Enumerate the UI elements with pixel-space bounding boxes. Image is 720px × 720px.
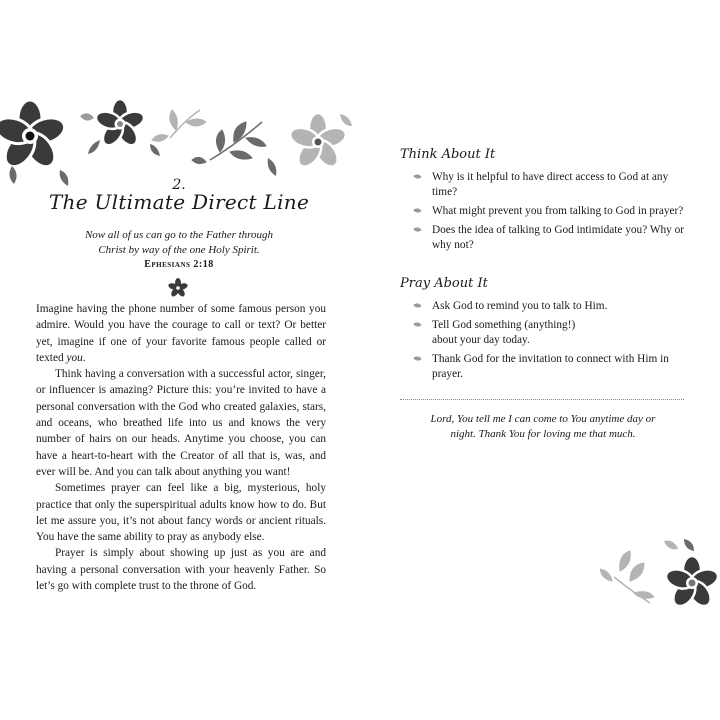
- scripture-verse: [40, 228, 318, 258]
- flower-icon: [288, 113, 349, 171]
- paragraph: Prayer is simply about showing up just as you are and having a personal conversation with your heavenly Father. So let’s go with complete trust to the throne of God.: [36, 547, 326, 593]
- flower-icon: [664, 556, 720, 610]
- list-item: Why is it helpful to have direct access to God at any time?: [400, 170, 690, 200]
- paragraph: Sometimes prayer can feel like a big, mysterious, holy practice that only the superspiritual adults know how to do. But let me assure you, it’s not about fancy words or ancient rituals. You have the same ability to pray as anybody else.: [36, 482, 326, 544]
- leaf-branch-icon: [600, 551, 654, 603]
- leaf-icon: [340, 114, 352, 126]
- list-item: Tell God something (anything!) about your day today.: [400, 318, 690, 348]
- bullet-leaf-icon: [413, 355, 421, 362]
- flower-icon: [94, 100, 146, 149]
- leaf-branch-icon: [192, 122, 266, 164]
- leaf-icon: [664, 539, 694, 551]
- pray-heading: Pray About It: [400, 276, 488, 291]
- think-list: [400, 170, 690, 257]
- bottom-floral-decoration: [600, 535, 720, 615]
- chapter-title: The Ultimate Direct Line: [48, 190, 310, 214]
- body-text: [36, 301, 326, 594]
- bullet-leaf-icon: [413, 207, 421, 214]
- emphasis-text: you: [66, 351, 83, 364]
- bullet-leaf-icon: [413, 321, 421, 328]
- paragraph: Think having a conversation with a successful actor, singer, or influencer is amazing? Picture this: you’re invited to have a personal conversation with the God who created galaxies, stars, and oceans, who breathed life into us and knows the very number of hairs on our heads. Anytime you choose, you can have a heart-to-heart with the Creator of all that is, was, and ever will be. And you can talk about anything you want!: [36, 368, 326, 478]
- verse-line: Now all of us can go to the Father through: [84, 229, 274, 241]
- divider: [400, 399, 684, 400]
- leaf-icon: [268, 158, 277, 176]
- list-item: Does the idea of talking to God intimidate you? Why or why not?: [400, 223, 690, 253]
- pray-list: [400, 299, 690, 386]
- bullet-leaf-icon: [413, 173, 421, 180]
- list-item: What might prevent you from talking to God in prayer?: [400, 204, 690, 219]
- verse-reference: Ephesians 2:18: [144, 259, 214, 270]
- closing-prayer: [408, 412, 678, 442]
- leaf-branch-icon: [152, 110, 206, 141]
- paragraph-text: Imagine having the phone number of some famous person you admire. Would you have the courage to call or text? Or better yet, imagine if one of your favorite famous people called or texted: [36, 303, 326, 364]
- paragraph-text: .: [82, 351, 86, 364]
- bullet-leaf-icon: [413, 226, 421, 233]
- list-item: Thank God for the invitation to connect with Him in prayer.: [400, 352, 690, 382]
- small-flower-icon: [168, 278, 188, 298]
- paragraph: [36, 301, 326, 366]
- prayer-line: Lord, You tell me I can come to You anytime day or: [430, 413, 656, 425]
- think-heading: Think About It: [400, 147, 496, 162]
- chapter-number: 2.: [172, 177, 186, 193]
- flower-icon: [0, 100, 68, 172]
- verse-line: Christ by way of the one Holy Spirit.: [98, 244, 260, 256]
- list-item: Ask God to remind you to talk to Him.: [400, 299, 690, 314]
- bullet-leaf-icon: [413, 302, 421, 309]
- prayer-line: night. Thank You for loving me that much.: [450, 428, 636, 440]
